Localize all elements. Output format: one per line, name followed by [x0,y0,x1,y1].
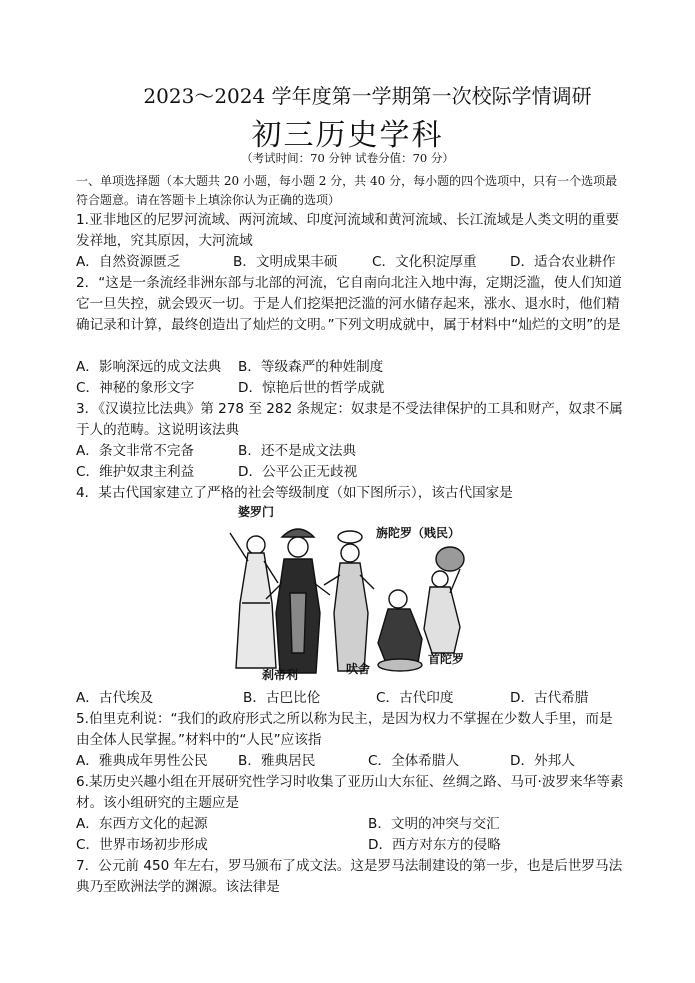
q3-option-c: C．维护奴隶主利益 [76,464,195,480]
label-shudra: 首陀罗 [428,652,465,666]
q1-option-d: D．适合农业耕作 [510,254,616,270]
q4-option-d: D．古代希腊 [510,690,589,706]
question-7-stem: 7．公元前 450 年左右，罗马颁布了成文法。这是罗马法制建设的第一步，也是后世罗马法典乃至欧洲法学的渊源。该法律是 [76,858,623,895]
question-4-stem: 4．某古代国家建立了严格的社会等级制度（如下图所示），该古代国家是 [76,485,513,501]
label-brahmin: 婆罗门 [238,505,275,519]
q4-option-c: C．古代印度 [376,690,454,706]
q6-option-d: D．西方对东方的侵略 [368,837,501,853]
q5-option-d: D．外邦人 [510,753,575,769]
q5-option-c: C．全体希腊人 [368,753,460,769]
q1-option-a: A．自然资源匮乏 [76,254,181,270]
q2-option-c: C．神秘的象形文字 [76,380,195,396]
exam-title: 2023～2024 学年度第一学期第一次校际学情调研 [143,84,592,108]
q4-option-b: B．古巴比伦 [243,690,321,706]
label-kshatriya: 刹帝利 [262,668,299,682]
question-1-stem: 1.亚非地区的尼罗河流域、两河流域、印度河流域和黄河流域、长江流域是人类文明的重要发祥地，究其原因，大河流域 [76,212,620,249]
q2-option-a: A．影响深远的成文法典 [76,359,222,375]
q2-option-b: B．等级森严的种姓制度 [238,359,384,375]
subject-title: 初三历史学科 [251,118,444,153]
q6-option-c: C．世界市场初步形成 [76,837,208,853]
q5-option-a: A．雅典成年男性公民 [76,753,208,769]
q3-option-b: B．还不是成文法典 [238,443,357,459]
q2-option-d: D．惊艳后世的哲学成就 [238,380,385,396]
q3-option-a: A．条文非常不完备 [76,443,195,459]
question-5-stem: 5.伯里克利说：“我们的政府形式之所以称为民主，是因为权力不掌握在少数人手里，而是由全体人民掌握。”材料中的“人民”应该指 [76,711,613,748]
question-6-stem: 6.某历史兴趣小组在开展研究性学习时收集了亚历山大东征、丝绸之路、马可·波罗来华等素材。该小组研究的主题应是 [76,774,624,811]
label-vaishya: 吠舍 [346,662,371,676]
question-3-stem: 3．《汉谟拉比法典》第 278 至 282 条规定：奴隶是不受法律保护的工具和财产，奴隶不属于人的范畴。这说明该法典 [76,401,623,438]
exam-info: （考试时间：70 分钟 试卷分值：70 分） [241,151,454,165]
q4-option-a: A．古代埃及 [76,690,154,706]
q5-option-b: B．雅典居民 [238,753,316,769]
section-instructions: 一、单项选择题（本大题共 20 小题，每小题 2 分，共 40 分，每小题的四个选项中，只有一个选项最符合题意。请在答题卡上填涂你认为正确的选项） [76,174,618,207]
q6-option-a: A．东西方文化的起源 [76,816,208,832]
q6-option-b: B．文明的冲突与交汇 [368,816,500,832]
question-2-stem: 2．“这是一条流经非洲东部与北部的河流，它自南向北注入地中海，定期泛滥，使人们知道它一旦失控，就会毁灭一切。于是人们挖渠把泛滥的河水储存起来，涨水、退水时，他们精确记录和计算，最终创造出了灿烂的文明。”下列文明成就中，属于材料中“灿烂的文明”的是 [76,275,622,333]
label-dalit: 旃陀罗（贱民） [376,526,461,540]
q1-option-c: C．文化积淀厚重 [372,254,477,270]
q3-option-d: D．公平公正无歧视 [238,464,358,480]
caste-illustration [218,503,476,683]
q1-option-b: B．文明成果丰硕 [233,254,338,270]
